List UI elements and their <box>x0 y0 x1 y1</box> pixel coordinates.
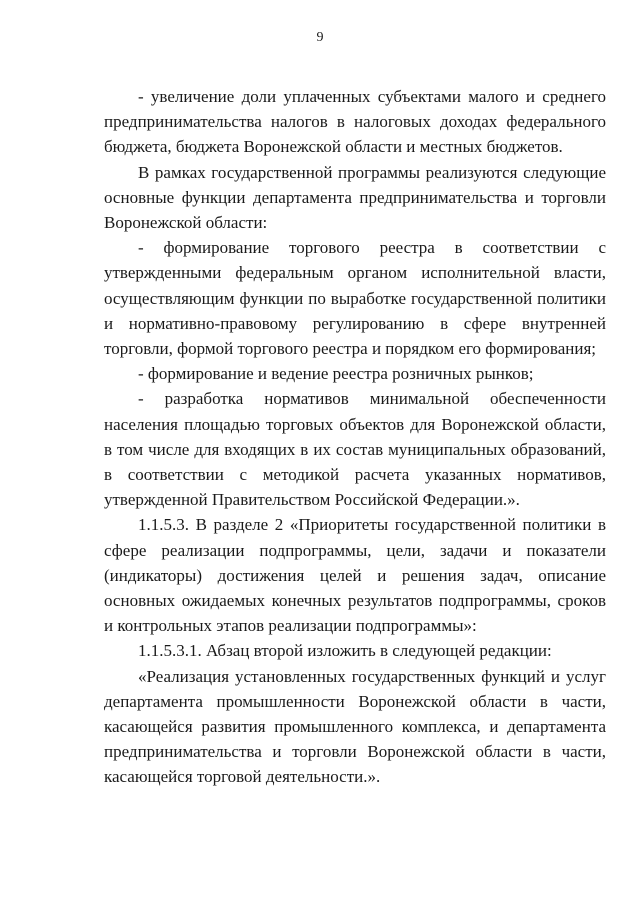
paragraph-trade-register: - формирование торгового реестра в соответствии с утвержденными федеральным органом исполнительной власти, осуществляющим функции по выработке государственной политики и нормативно-правовому регулированию в сфере внутренней торговли, формой торгового реестра и порядком его формирования; <box>104 238 606 359</box>
document-body <box>104 84 606 790</box>
page-number: 9 <box>316 30 324 45</box>
paragraph-retail-markets: - формирование и ведение реестра розничных рынков; <box>138 364 534 384</box>
paragraph-program-functions: В рамках государственной программы реализуются следующие основные функции департамента предпринимательства и торговли Воронежской области: <box>104 162 606 233</box>
paragraph-new-text: «Реализация установленных государственных функций и услуг департамента промышленности Воронежской области в части, касающейся развития промышленного комплекса, и департамента предпринимательства и торговли Воронежской области в части, касающейся торговой деятельности.». <box>104 666 606 787</box>
paragraph-amendment: 1.1.5.3.1. Абзац второй изложить в следующей редакции: <box>138 641 552 661</box>
paragraph-trade-norms: - разработка нормативов минимальной обеспеченности населения площадью торговых объектов для Воронежской области, в том числе для входящих в их состав муниципальных образований, в соответствии с методикой расчета указанных нормативов, утвержденной Правительством Российской Федерации.». <box>104 389 606 510</box>
paragraph-section-2: 1.1.5.3. В разделе 2 «Приоритеты государственной политики в сфере реализации подпрограммы, цели, задачи и показатели (индикаторы) достижения целей и решения задач, описание основных ожидаемых конечных результатов подпрограммы, сроков и контрольных этапов реализации подпрограммы»: <box>104 515 606 636</box>
paragraph-tax-share: - увеличение доли уплаченных субъектами малого и среднего предпринимательства налогов в налоговых доходах федерального бюджета, бюджета Воронежской области и местных бюджетов. <box>104 87 606 157</box>
